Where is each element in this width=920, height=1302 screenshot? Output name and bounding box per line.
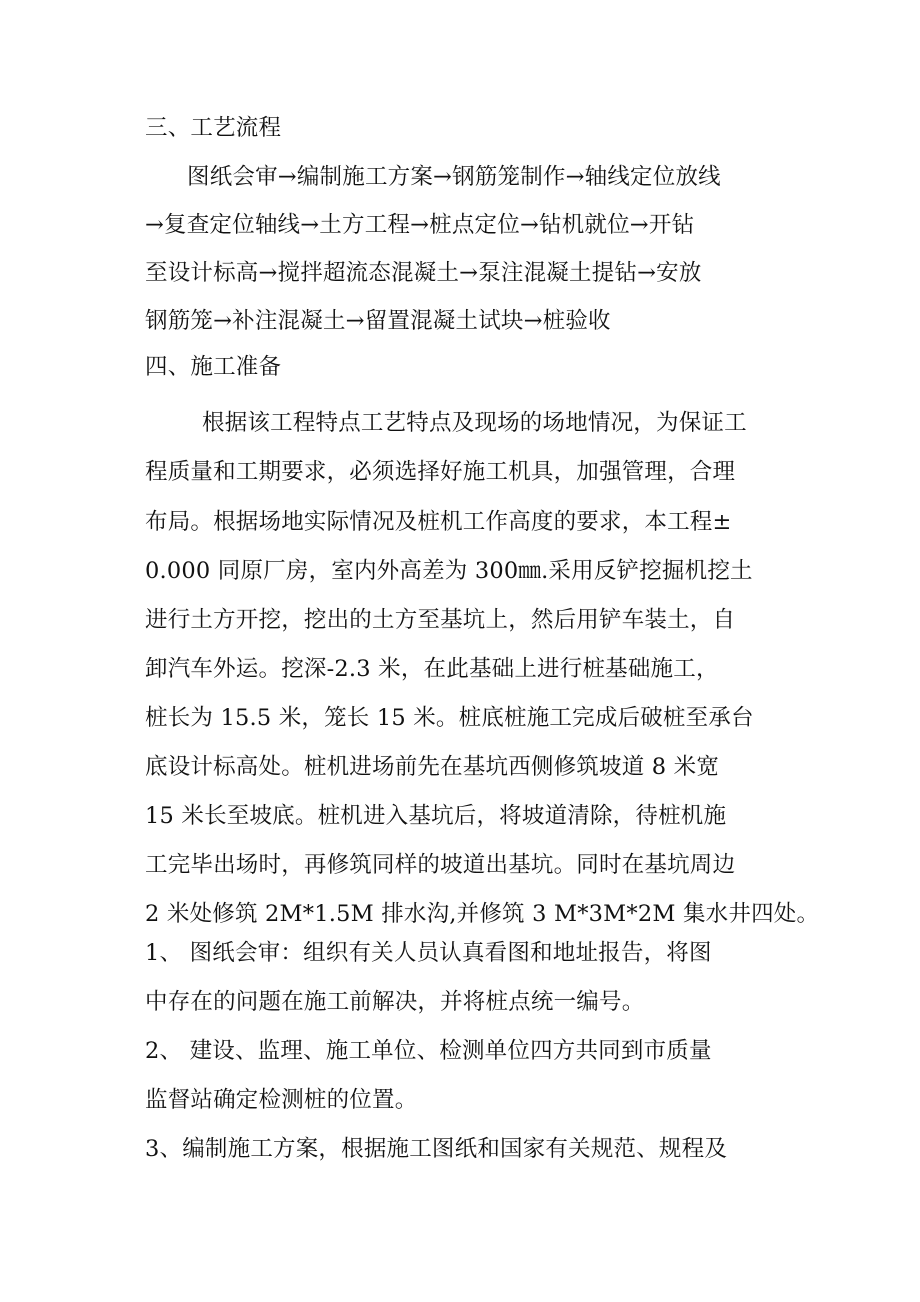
paragraph-line-10: 工完毕出场时，再修筑同样的坡道出基坑。同时在基坑周边 <box>145 852 736 878</box>
section-heading-preparation: 四、施工准备 <box>145 354 282 380</box>
paragraph-line-9: 15 米长至坡底。桩机进入基坑后，将坡道清除，待桩机施 <box>145 803 727 829</box>
paragraph-line-6: 卸汽车外运。挖深-2.3 米，在此基础上进行桩基础施工， <box>145 656 719 682</box>
list-item-2-line-2: 监督站确定检测桩的位置。 <box>145 1087 418 1113</box>
paragraph-line-5: 进行土方开挖，挖出的土方至基坑上，然后用铲车装土，自 <box>145 607 736 633</box>
list-item-1-line-1: 1、 图纸会审：组织有关人员认真看图和地址报告，将图 <box>145 940 712 966</box>
paragraph-line-3: 布局。根据场地实际情况及桩机工作高度的要求，本工程± <box>145 509 732 535</box>
process-flow-line-1: 图纸会审→编制施工方案→钢筋笼制作→轴线定位放线 <box>187 164 721 190</box>
paragraph-line-11: 2 米处修筑 2M*1.5M 排水沟,并修筑 3 M*3M*2M 集水井四处。 <box>145 901 820 927</box>
list-item-2-line-1: 2、 建设、监理、施工单位、检测单位四方共同到市质量 <box>145 1038 712 1064</box>
paragraph-line-2: 程质量和工期要求，必须选择好施工机具，加强管理，合理 <box>145 459 736 485</box>
list-item-1-line-2: 中存在的问题在施工前解决，并将桩点统一编号。 <box>145 989 645 1015</box>
process-flow-line-4: 钢筋笼→补注混凝土→留置混凝土试块→桩验收 <box>145 308 611 334</box>
paragraph-line-4: 0.000 同原厂房，室内外高差为 300㎜.采用反铲挖掘机挖土 <box>145 558 753 584</box>
paragraph-line-7: 桩长为 15.5 米，笼长 15 米。桩底桩施工完成后破桩至承台 <box>145 705 754 731</box>
list-item-3-line-1: 3、编制施工方案，根据施工图纸和国家有关规范、规程及 <box>145 1136 728 1162</box>
process-flow-line-2: →复查定位轴线→土方工程→桩点定位→钻机就位→开钻 <box>145 212 695 238</box>
process-flow-line-3: 至设计标高→搅拌超流态混凝土→泵注混凝土提钻→安放 <box>145 260 702 286</box>
paragraph-line-8: 底设计标高处。桩机进场前先在基坑西侧修筑坡道 8 米宽 <box>145 754 720 780</box>
paragraph-line-1: 根据该工程特点工艺特点及现场的场地情况，为保证工 <box>202 410 747 436</box>
section-heading-process: 三、工艺流程 <box>145 115 282 141</box>
